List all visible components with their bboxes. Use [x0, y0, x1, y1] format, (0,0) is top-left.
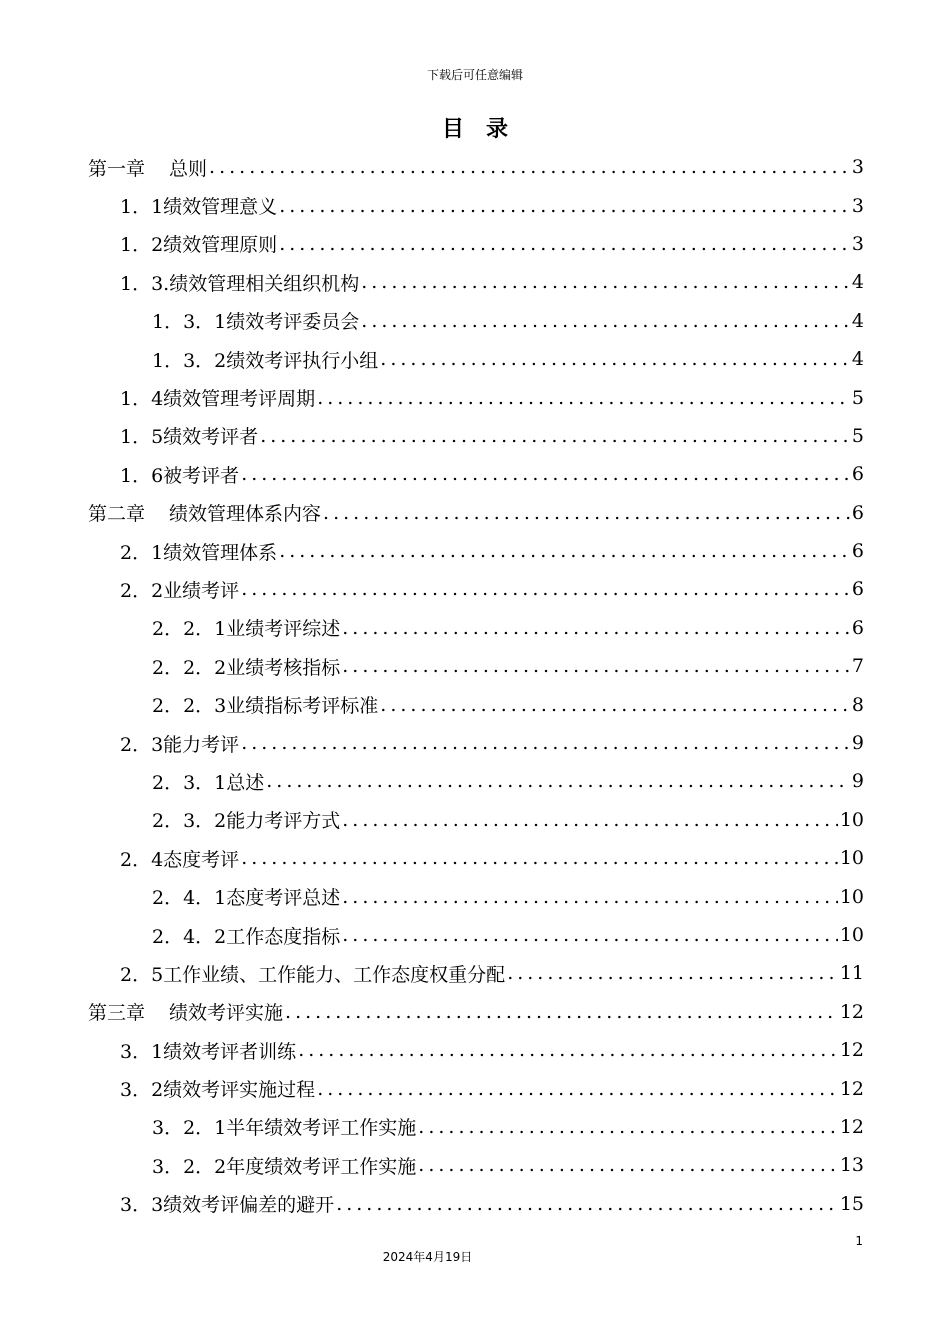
- toc-entry-label: [152, 691, 378, 718]
- toc-dot-leader: [283, 1001, 838, 1023]
- toc-entry[interactable]: [88, 1185, 864, 1223]
- toc-dot-leader: [359, 310, 850, 332]
- toc-dot-leader: [340, 655, 850, 677]
- toc-entry[interactable]: [88, 801, 864, 839]
- toc-entry-text: 1．3.绩效管理相关组织机构: [120, 272, 360, 295]
- table-of-contents: [88, 148, 864, 1223]
- page-number: 1: [855, 1234, 863, 1248]
- toc-page-number: 5: [851, 424, 864, 447]
- toc-dot-leader: [239, 578, 850, 600]
- toc-entry[interactable]: [88, 186, 864, 224]
- toc-dot-leader: [378, 694, 850, 716]
- toc-title: 目录: [441, 116, 530, 142]
- toc-entry-text: 绩效管理体系内容: [169, 503, 322, 526]
- toc-entry[interactable]: [88, 417, 864, 455]
- toc-entry-label: [120, 1075, 315, 1102]
- toc-dot-leader: [277, 540, 850, 562]
- toc-dot-leader: [239, 847, 838, 869]
- toc-entry[interactable]: [88, 724, 864, 762]
- toc-entry-label: [88, 154, 207, 181]
- toc-dot-leader: [264, 770, 850, 792]
- toc-chapter-number: 第三章: [88, 1002, 146, 1025]
- toc-dot-leader: [277, 195, 850, 217]
- toc-dot-leader: [416, 1154, 838, 1176]
- toc-entry-text: 3．3绩效考评偏差的避开: [120, 1194, 335, 1217]
- toc-dot-leader: [239, 732, 850, 754]
- toc-page-number: 6: [851, 463, 864, 486]
- toc-entry[interactable]: [88, 954, 864, 992]
- toc-entry-label: [152, 806, 340, 833]
- toc-entry-label: [120, 960, 505, 987]
- toc-chapter-number: 第二章: [88, 503, 146, 526]
- toc-entry-label: [152, 883, 340, 910]
- toc-entry-text: 1．3．1绩效考评委员会: [152, 311, 360, 334]
- toc-page-number: 3: [851, 232, 864, 255]
- toc-dot-leader: [340, 886, 838, 908]
- toc-entry-label: [120, 538, 277, 565]
- toc-page-number: 12: [839, 1077, 864, 1100]
- toc-page-number: 15: [839, 1192, 864, 1215]
- toc-entry[interactable]: [88, 1069, 864, 1107]
- page-header: 下载后可任意编辑: [426, 68, 523, 82]
- toc-entry[interactable]: [88, 263, 864, 301]
- toc-page-number: 6: [851, 616, 864, 639]
- toc-page-number: 6: [851, 578, 864, 601]
- toc-entry-label: [120, 384, 315, 411]
- toc-entry-label: [152, 1113, 416, 1140]
- toc-dot-leader: [315, 387, 850, 409]
- toc-page-number: 10: [839, 885, 864, 908]
- toc-page-number: 12: [839, 1115, 864, 1138]
- toc-page-number: 12: [839, 1000, 864, 1023]
- toc-entry-text: 绩效考评实施: [169, 1002, 284, 1025]
- toc-entry-label: [120, 192, 277, 219]
- page-footer-date: 2024年4月19日: [382, 1250, 473, 1264]
- toc-entry-text: 2．4．2工作态度指标: [152, 925, 341, 948]
- toc-entry-text: 2．1绩效管理体系: [120, 541, 278, 564]
- toc-entry-label: [120, 230, 277, 257]
- toc-entry-label: [152, 614, 340, 641]
- toc-page-number: 10: [839, 847, 864, 870]
- toc-entry-label: [120, 1037, 296, 1064]
- toc-dot-leader: [340, 809, 838, 831]
- toc-entry-text: 1．6被考评者: [120, 464, 240, 487]
- toc-page-number: 5: [851, 386, 864, 409]
- toc-page-number: 6: [851, 540, 864, 563]
- toc-page-number: 3: [851, 194, 864, 217]
- toc-entry-text: 2．3能力考评: [120, 733, 240, 756]
- toc-entry-text: 2．4．1态度考评总述: [152, 887, 341, 910]
- toc-dot-leader: [416, 1116, 838, 1138]
- toc-entry[interactable]: [88, 685, 864, 723]
- toc-entry-text: 1．3．2绩效考评执行小组: [152, 349, 379, 372]
- toc-page-number: 9: [851, 732, 864, 755]
- toc-entry-label: [120, 422, 258, 449]
- toc-dot-leader: [239, 463, 850, 485]
- toc-entry-label: [88, 499, 321, 526]
- toc-entry[interactable]: [88, 647, 864, 685]
- toc-entry-label: [120, 269, 359, 296]
- toc-entry[interactable]: [88, 1108, 864, 1146]
- toc-entry-label: [152, 768, 264, 795]
- toc-dot-leader: [340, 617, 850, 639]
- toc-entry-label: [152, 653, 340, 680]
- toc-entry[interactable]: [88, 455, 864, 493]
- toc-dot-leader: [258, 425, 850, 447]
- toc-page-number: 7: [851, 655, 864, 678]
- toc-entry-text: 2．2．2业绩考核指标: [152, 656, 341, 679]
- toc-dot-leader: [340, 924, 838, 946]
- toc-entry-label: [152, 307, 359, 334]
- toc-entry-label: [152, 1152, 416, 1179]
- toc-page-number: 3: [851, 156, 864, 179]
- toc-entry[interactable]: [88, 378, 864, 416]
- toc-dot-leader: [277, 233, 850, 255]
- toc-entry-text: 2．2业绩考评: [120, 579, 240, 602]
- toc-page-number: 13: [839, 1154, 864, 1177]
- toc-entry[interactable]: [88, 532, 864, 570]
- toc-page-number: 10: [839, 924, 864, 946]
- toc-entry-text: 1．5绩效考评者: [120, 426, 259, 449]
- toc-entry[interactable]: [88, 570, 864, 608]
- toc-entry-text: 3．2．2年度绩效考评工作实施: [152, 1155, 417, 1178]
- toc-entry-text: 1．4绩效管理考评周期: [120, 388, 316, 411]
- toc-dot-leader: [334, 1193, 838, 1215]
- toc-entry[interactable]: [88, 993, 864, 1031]
- toc-entry[interactable]: [88, 762, 864, 800]
- toc-entry-text: 总则: [169, 157, 208, 180]
- toc-dot-leader: [505, 962, 838, 984]
- toc-page-number: 11: [839, 962, 864, 985]
- toc-dot-leader: [315, 1078, 838, 1100]
- toc-entry-text: 3．2．1半年绩效考评工作实施: [152, 1117, 417, 1140]
- toc-page-number: 8: [851, 693, 864, 716]
- toc-page-number: 4: [851, 309, 864, 332]
- toc-entry-text: 2．5工作业绩、工作能力、工作态度权重分配: [120, 963, 506, 986]
- toc-entry[interactable]: [88, 609, 864, 647]
- toc-entry-label: [152, 346, 378, 373]
- toc-entry[interactable]: [88, 494, 864, 532]
- toc-entry-label: [120, 461, 239, 488]
- toc-entry-label: [120, 730, 239, 757]
- toc-entry[interactable]: [88, 1031, 864, 1069]
- toc-dot-leader: [296, 1039, 838, 1061]
- toc-entry-label: [88, 998, 283, 1025]
- toc-dot-leader: [207, 156, 850, 178]
- toc-entry-text: 1．1绩效管理意义: [120, 196, 278, 219]
- toc-page-number: 6: [851, 501, 864, 524]
- toc-entry[interactable]: [88, 225, 864, 263]
- toc-entry-text: 2．4态度考评: [120, 848, 240, 871]
- toc-entry-text: 2．3．1总述: [152, 771, 265, 794]
- toc-dot-leader: [378, 348, 850, 370]
- toc-entry-text: 1．2绩效管理原则: [120, 234, 278, 257]
- toc-page-number: 4: [851, 271, 864, 294]
- toc-entry-text: 3．1绩效考评者训练: [120, 1040, 297, 1063]
- toc-page-number: 4: [851, 348, 864, 371]
- toc-entry[interactable]: [88, 877, 864, 915]
- toc-entry[interactable]: [88, 916, 864, 954]
- toc-page-number: 10: [839, 808, 864, 831]
- toc-page-number: 9: [851, 770, 864, 793]
- toc-entry-label: [120, 576, 239, 603]
- toc-entry-text: 3．2绩效考评实施过程: [120, 1079, 316, 1102]
- toc-entry[interactable]: [88, 302, 864, 340]
- toc-entry-text: 2．2．3业绩指标考评标准: [152, 695, 379, 718]
- toc-entry-text: 2．2．1业绩考评综述: [152, 618, 341, 641]
- toc-entry-label: [120, 1190, 334, 1217]
- toc-page-number: 12: [839, 1039, 864, 1062]
- toc-entry[interactable]: [88, 148, 864, 186]
- toc-entry-label: [120, 845, 239, 872]
- toc-dot-leader: [321, 502, 850, 524]
- toc-entry-label: [152, 922, 340, 949]
- toc-entry[interactable]: [88, 1146, 864, 1184]
- toc-entry[interactable]: [88, 839, 864, 877]
- toc-chapter-number: 第一章: [88, 157, 146, 180]
- toc-dot-leader: [359, 271, 850, 293]
- toc-entry-text: 2．3．2能力考评方式: [152, 810, 341, 833]
- toc-entry[interactable]: [88, 340, 864, 378]
